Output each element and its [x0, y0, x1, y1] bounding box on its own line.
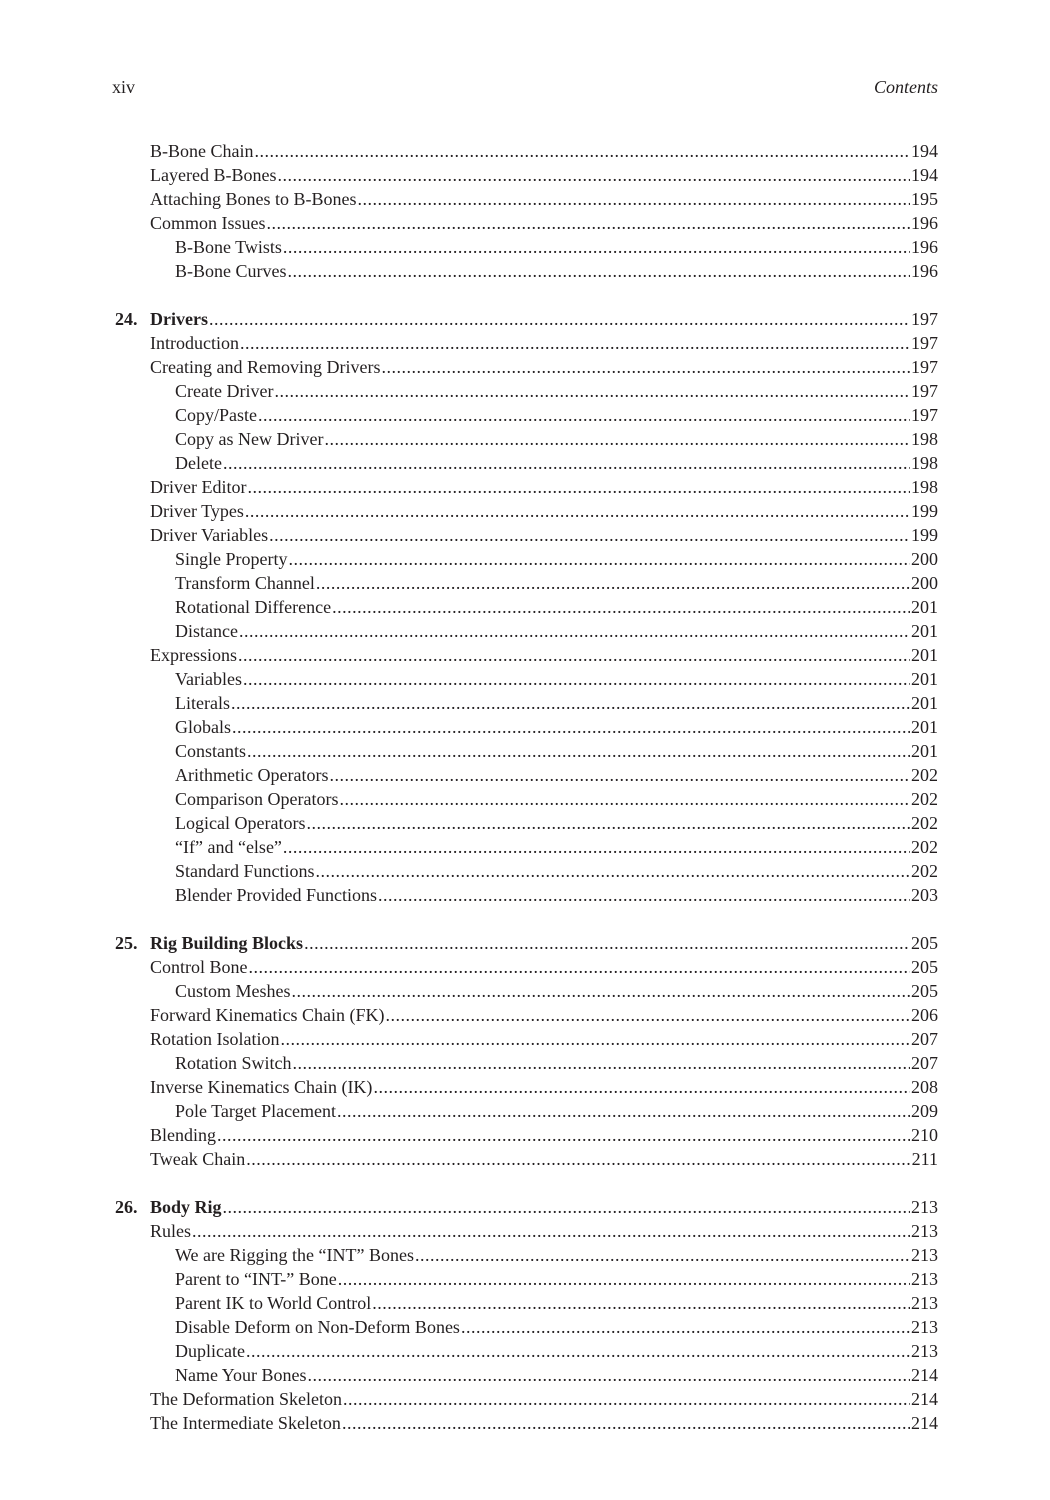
- toc-entry[interactable]: [112, 1291, 938, 1315]
- toc-entry[interactable]: [112, 835, 938, 859]
- toc-entry-title: Creating and Removing Drivers: [150, 357, 381, 377]
- toc-entry-title: Copy/Paste: [175, 405, 258, 425]
- toc-entry[interactable]: [112, 1267, 938, 1291]
- dot-leader: [339, 787, 910, 811]
- dot-leader: [304, 931, 910, 955]
- toc-entry-title: Create Driver: [175, 381, 274, 401]
- dot-leader: [461, 1315, 910, 1339]
- toc-entry[interactable]: [112, 211, 938, 235]
- dot-leader: [274, 379, 910, 403]
- toc-entry-title: Delete: [175, 453, 222, 473]
- toc-entry[interactable]: [112, 499, 938, 523]
- toc-entry[interactable]: [112, 595, 938, 619]
- dot-leader: [343, 1387, 910, 1411]
- toc-entry-title: Forward Kinematics Chain (FK): [150, 1005, 385, 1025]
- dot-leader: [281, 1027, 911, 1051]
- toc-entry-title: Common Issues: [150, 213, 266, 233]
- toc-entry[interactable]: [112, 1363, 938, 1387]
- dot-leader: [381, 355, 910, 379]
- toc-entry-title: Standard Functions: [175, 861, 315, 881]
- toc-page-number: 194: [911, 141, 938, 161]
- toc-page-number: 209: [911, 1101, 938, 1121]
- dot-leader: [338, 1267, 910, 1291]
- toc-entry-title: Expressions: [150, 645, 237, 665]
- toc-page-number: 201: [911, 717, 938, 737]
- toc-entry-title: Globals: [175, 717, 231, 737]
- dot-leader: [246, 1339, 910, 1363]
- toc-page-number: 198: [911, 477, 938, 497]
- toc-entry-title: Disable Deform on Non-Deform Bones: [175, 1317, 460, 1337]
- toc-entry-title: Attaching Bones to B-Bones: [150, 189, 357, 209]
- toc-page-number: 201: [911, 645, 938, 665]
- page-folio: xiv: [112, 77, 136, 97]
- dot-leader: [337, 1099, 910, 1123]
- toc-page-number: 213: [911, 1341, 938, 1361]
- dot-leader: [223, 451, 910, 475]
- toc-entry[interactable]: [112, 979, 938, 1003]
- toc-entry[interactable]: [112, 1075, 938, 1099]
- toc-entry[interactable]: [112, 1099, 938, 1123]
- toc-chapter-entry[interactable]: [112, 931, 938, 955]
- toc-entry-title: Logical Operators: [175, 813, 306, 833]
- dot-leader: [342, 1411, 910, 1435]
- toc-page-number: 201: [911, 621, 938, 641]
- toc-page-number: 196: [911, 237, 938, 257]
- toc-entry-title: Layered B-Bones: [150, 165, 277, 185]
- dot-leader: [332, 595, 910, 619]
- toc-entry[interactable]: [112, 259, 938, 283]
- toc-entry-title: B-Bone Curves: [175, 261, 287, 281]
- toc-entry[interactable]: [112, 643, 938, 667]
- dot-leader: [247, 475, 910, 499]
- toc-entry-title: Driver Types: [150, 501, 244, 521]
- toc-entry[interactable]: [112, 403, 938, 427]
- dot-leader: [231, 691, 910, 715]
- toc-page-number: 214: [911, 1413, 938, 1433]
- toc-page-number: 197: [911, 357, 938, 377]
- toc-page-number: 210: [911, 1125, 938, 1145]
- toc-entry-title: Variables: [175, 669, 242, 689]
- toc-page-number: 195: [911, 189, 938, 209]
- toc-entry-title: Driver Editor: [150, 477, 247, 497]
- chapter-number: 24.: [115, 309, 138, 329]
- dot-leader: [269, 523, 910, 547]
- toc-entry[interactable]: [112, 691, 938, 715]
- toc-entry[interactable]: [112, 1147, 938, 1171]
- toc-entry-title: Comparison Operators: [175, 789, 339, 809]
- toc-entry-title: B-Bone Chain: [150, 141, 254, 161]
- toc-page-number: 213: [911, 1245, 938, 1265]
- toc-page-number: 202: [911, 861, 938, 881]
- dot-leader: [277, 163, 910, 187]
- toc-entry-title: Constants: [175, 741, 247, 761]
- toc-page-number: 201: [911, 693, 938, 713]
- dot-leader: [316, 571, 910, 595]
- toc-entry-title: Literals: [175, 693, 230, 713]
- toc-entry[interactable]: [112, 523, 938, 547]
- dot-leader: [245, 499, 910, 523]
- toc-page-number: 197: [911, 333, 938, 353]
- dot-leader: [238, 643, 910, 667]
- toc-page-number: 207: [911, 1029, 938, 1049]
- toc-entry[interactable]: [112, 715, 938, 739]
- toc-page-number: 199: [911, 525, 938, 545]
- dot-leader: [357, 187, 910, 211]
- toc-entry-title: Parent IK to World Control: [175, 1293, 372, 1313]
- dot-leader: [249, 955, 911, 979]
- toc-entry[interactable]: [112, 451, 938, 475]
- dot-leader: [288, 259, 911, 283]
- dot-leader: [267, 211, 910, 235]
- toc-entry[interactable]: [112, 1243, 938, 1267]
- dot-leader: [329, 763, 910, 787]
- toc-entry-title: The Deformation Skeleton: [150, 1389, 342, 1409]
- dot-leader: [283, 835, 910, 859]
- dot-leader: [289, 547, 911, 571]
- toc-page-number: 213: [911, 1293, 938, 1313]
- toc-page-number: 205: [911, 957, 938, 977]
- toc-page-number: 201: [911, 741, 938, 761]
- toc-page-number: 214: [911, 1365, 938, 1385]
- toc-entry-title: Blending: [150, 1125, 216, 1145]
- dot-leader: [255, 139, 911, 163]
- chapter-number: 26.: [115, 1197, 138, 1217]
- toc-page-number: 201: [911, 669, 938, 689]
- toc-entry-title: Rotational Difference: [175, 597, 332, 617]
- toc-page-number: 200: [911, 549, 938, 569]
- toc-entry[interactable]: [112, 187, 938, 211]
- toc-entry-title: Single Property: [175, 549, 288, 569]
- toc-entry[interactable]: [112, 1123, 938, 1147]
- toc-entry[interactable]: [112, 355, 938, 379]
- toc-entry-title: Control Bone: [150, 957, 248, 977]
- toc-entry[interactable]: [112, 739, 938, 763]
- toc-page-number: 213: [911, 1269, 938, 1289]
- dot-leader: [239, 619, 910, 643]
- toc-page-number: 203: [911, 885, 938, 905]
- toc-entry-title: Duplicate: [175, 1341, 245, 1361]
- toc-entry-title: Drivers: [150, 309, 208, 329]
- toc-entry-title: Rotation Switch: [175, 1053, 292, 1073]
- dot-leader: [247, 739, 910, 763]
- toc-page-number: 197: [911, 309, 938, 329]
- toc-entry-title: Parent to “INT-” Bone: [175, 1269, 337, 1289]
- toc-page-number: 198: [911, 429, 938, 449]
- toc-entry[interactable]: [112, 1387, 938, 1411]
- toc-chapter-entry[interactable]: [112, 1195, 938, 1219]
- dot-leader: [209, 307, 910, 331]
- toc-page-number: 207: [911, 1053, 938, 1073]
- dot-leader: [223, 1195, 910, 1219]
- dot-leader: [308, 1363, 910, 1387]
- toc-entry[interactable]: [112, 1051, 938, 1075]
- toc-entry[interactable]: [112, 667, 938, 691]
- toc-page-number: 199: [911, 501, 938, 521]
- toc-entry[interactable]: [112, 619, 938, 643]
- toc-entry[interactable]: [112, 475, 938, 499]
- toc-page-number: 201: [911, 597, 938, 617]
- dot-leader: [283, 235, 910, 259]
- dot-leader: [324, 427, 910, 451]
- toc-page-number: 202: [911, 789, 938, 809]
- toc-entry-title: Body Rig: [150, 1197, 222, 1217]
- toc-entry[interactable]: [112, 955, 938, 979]
- toc-page-number: 205: [911, 933, 938, 953]
- toc-entry-title: Transform Channel: [175, 573, 315, 593]
- toc-entry[interactable]: [112, 787, 938, 811]
- toc-page-number: 196: [911, 213, 938, 233]
- toc-entry-title: Tweak Chain: [150, 1149, 246, 1169]
- toc-entry[interactable]: [112, 859, 938, 883]
- dot-leader: [246, 1147, 910, 1171]
- toc-entry-title: Distance: [175, 621, 238, 641]
- dot-leader: [243, 667, 910, 691]
- toc-entry-title: Rotation Isolation: [150, 1029, 280, 1049]
- toc-entry-title: B-Bone Twists: [175, 237, 282, 257]
- toc-entry[interactable]: [112, 427, 938, 451]
- toc-page-number: 194: [911, 165, 938, 185]
- toc-page-number: 202: [911, 837, 938, 857]
- toc-chapter-entry[interactable]: [112, 307, 938, 331]
- toc-entry-title: We are Rigging the “INT” Bones: [175, 1245, 414, 1265]
- toc-page-number: 205: [911, 981, 938, 1001]
- toc-entry[interactable]: [112, 1339, 938, 1363]
- toc-entry[interactable]: [112, 139, 938, 163]
- toc-entry-title: Inverse Kinematics Chain (IK): [150, 1077, 373, 1097]
- dot-leader: [192, 1219, 910, 1243]
- toc-entry[interactable]: [112, 1411, 938, 1435]
- toc-entry[interactable]: [112, 883, 938, 907]
- toc-entry[interactable]: [112, 571, 938, 595]
- dot-leader: [232, 715, 910, 739]
- dot-leader: [293, 1051, 911, 1075]
- toc-entry[interactable]: [112, 1027, 938, 1051]
- running-title: Contents: [873, 77, 938, 97]
- toc-entry[interactable]: [112, 811, 938, 835]
- dot-leader: [217, 1123, 910, 1147]
- toc-entry[interactable]: [112, 763, 938, 787]
- toc-page-number: 213: [911, 1221, 938, 1241]
- toc-page-number: 213: [911, 1317, 938, 1337]
- toc-entry[interactable]: [112, 547, 938, 571]
- toc-entry-title: Rules: [150, 1221, 192, 1241]
- toc-entry-title: “If” and “else”: [175, 837, 282, 857]
- toc-entry-title: Introduction: [150, 333, 239, 353]
- toc-entry[interactable]: [112, 379, 938, 403]
- running-head: [112, 75, 938, 99]
- chapter-number: 25.: [115, 933, 138, 953]
- toc-entry[interactable]: [112, 1219, 938, 1243]
- toc-entry-title: Rig Building Blocks: [150, 933, 304, 953]
- dot-leader: [373, 1075, 910, 1099]
- toc-entry[interactable]: [112, 1003, 938, 1027]
- toc-page-number: 202: [911, 813, 938, 833]
- toc-page-number: 206: [911, 1005, 938, 1025]
- toc-entry-title: Driver Variables: [150, 525, 269, 545]
- toc-entry-title: Name Your Bones: [175, 1365, 307, 1385]
- dot-leader: [316, 859, 911, 883]
- toc-page-number: 196: [911, 261, 938, 281]
- toc-page-number: 197: [911, 405, 938, 425]
- toc-entry-title: The Intermediate Skeleton: [150, 1413, 341, 1433]
- dot-leader: [372, 1291, 910, 1315]
- toc-entry[interactable]: [112, 235, 938, 259]
- toc-page-number: 200: [911, 573, 938, 593]
- toc-entry-title: Pole Target Placement: [175, 1101, 337, 1121]
- toc-entry-title: Copy as New Driver: [175, 429, 324, 449]
- dot-leader: [415, 1243, 910, 1267]
- toc-page-number: 213: [911, 1197, 938, 1217]
- toc-page-number: 197: [911, 381, 938, 401]
- toc-entry[interactable]: [112, 1315, 938, 1339]
- dot-leader: [385, 1003, 910, 1027]
- toc-entry[interactable]: [112, 163, 938, 187]
- dot-leader: [240, 331, 910, 355]
- table-of-contents: [112, 139, 938, 1435]
- toc-entry-title: Arithmetic Operators: [175, 765, 329, 785]
- toc-page-number: 202: [911, 765, 938, 785]
- toc-page-number: 208: [911, 1077, 938, 1097]
- dot-leader: [306, 811, 910, 835]
- dot-leader: [292, 979, 910, 1003]
- toc-page-number: 211: [911, 1149, 938, 1169]
- dot-leader: [258, 403, 910, 427]
- toc-page-number: 198: [911, 453, 938, 473]
- toc-entry[interactable]: [112, 331, 938, 355]
- toc-entry-title: Blender Provided Functions: [175, 885, 377, 905]
- toc-entry-title: Custom Meshes: [175, 981, 291, 1001]
- toc-page-number: 214: [911, 1389, 938, 1409]
- dot-leader: [378, 883, 910, 907]
